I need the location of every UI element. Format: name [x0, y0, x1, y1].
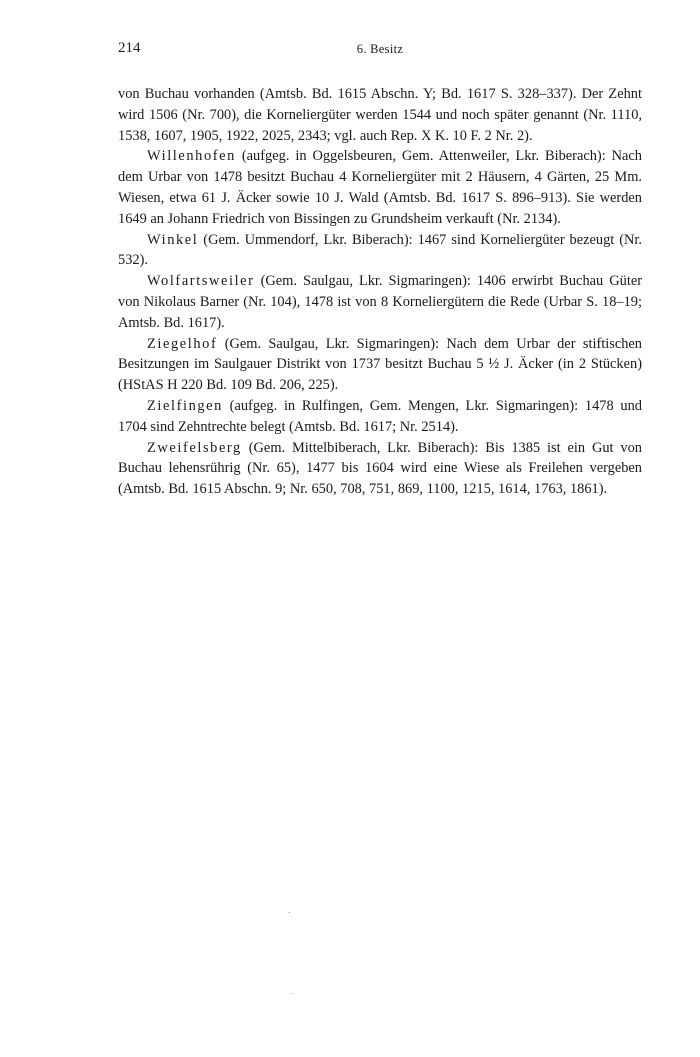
entry-text: (Gem. Saulgau, Lkr. Sigmaringen): Nach dem Urbar der stiftischen Besitzungen im Saulgauer Distrikt von 1737 besitzt Buchau 5 ½ J. Äcker (in 2 Stücken) (HStAS H 220 Bd. 109 Bd. 206, 225).	[118, 335, 642, 394]
document-page	[118, 40, 642, 500]
body-text	[118, 84, 642, 500]
entry-text: (aufgeg. in Oggelsbeuren, Gem. Attenweiler, Lkr. Biberach): Nach dem Urbar von 1478 besitzt Buchau 4 Korneliergüter mit 2 Häusern, 4 Gärten, 25 Mm. Wiesen, etwa 61 J. Äcker sowie 10 J. Wald (Amtsb. Bd. 1617 S. 896–913). Sie werden 1649 an Johann Friedrich von Bissingen zu Grundsheim verkauft (Nr. 2134).	[118, 148, 642, 227]
place-name: Zweifelsberg	[147, 439, 242, 456]
entry-text: (Gem. Saulgau, Lkr. Sigmaringen): 1406 erwirbt Buchau Güter von Nikolaus Barner (Nr. 104), 1478 ist von 8 Korneliergütern die Rede (Urbar S. 18–19; Amtsb. Bd. 1617).	[118, 273, 642, 331]
entry-winkel	[118, 230, 642, 272]
entry-text: (Gem. Ummendorf, Lkr. Biberach): 1467 sind Korneliergüter bezeugt (Nr. 532).	[118, 231, 642, 269]
paragraph-text: von Buchau vorhanden (Amtsb. Bd. 1615 Abschn. Y; Bd. 1617 S. 328–337). Der Zehnt wird 1506 (Nr. 700), die Korneliergüter werden 1544 und noch später genannt (Nr. 1110, 1538, 1607, 1905, 1922, 2025, 2343; vgl. auch Rep. X K. 10 F. 2 Nr. 2).	[118, 86, 642, 144]
entry-willenhofen	[118, 146, 642, 229]
section-title: 6. Besitz	[356, 42, 404, 56]
place-name: Ziegelhof	[147, 335, 218, 352]
place-name: Winkel	[147, 231, 199, 248]
entry-wolfartsweiler	[118, 271, 642, 333]
page-number: 214	[118, 40, 141, 56]
scan-speck	[292, 993, 293, 994]
entry-text: (aufgeg. in Rulfingen, Gem. Mengen, Lkr. Sigmaringen): 1478 und 1704 sind Zehntrechte belegt (Amtsb. Bd. 1617; Nr. 2514).	[118, 397, 642, 435]
place-name: Willenhofen	[147, 148, 236, 165]
entry-zweifelsberg	[118, 438, 642, 500]
entry-ziegelhof	[118, 334, 642, 396]
running-head	[118, 40, 642, 64]
paragraph-buchau-continuation	[118, 84, 642, 146]
scan-speck	[289, 912, 290, 913]
place-name: Wolfartsweiler	[147, 273, 255, 290]
place-name: Zielfingen	[147, 397, 223, 414]
entry-zielfingen	[118, 396, 642, 438]
entry-text: (Gem. Mittelbiberach, Lkr. Biberach): Bis 1385 ist ein Gut von Buchau lehensrührig (Nr. 65), 1477 bis 1604 wird eine Wiese als Freilehen vergeben (Amtsb. Bd. 1615 Abschn. 9; Nr. 650, 708, 751, 869, 1100, 1215, 1614, 1763, 1861).	[118, 439, 642, 498]
